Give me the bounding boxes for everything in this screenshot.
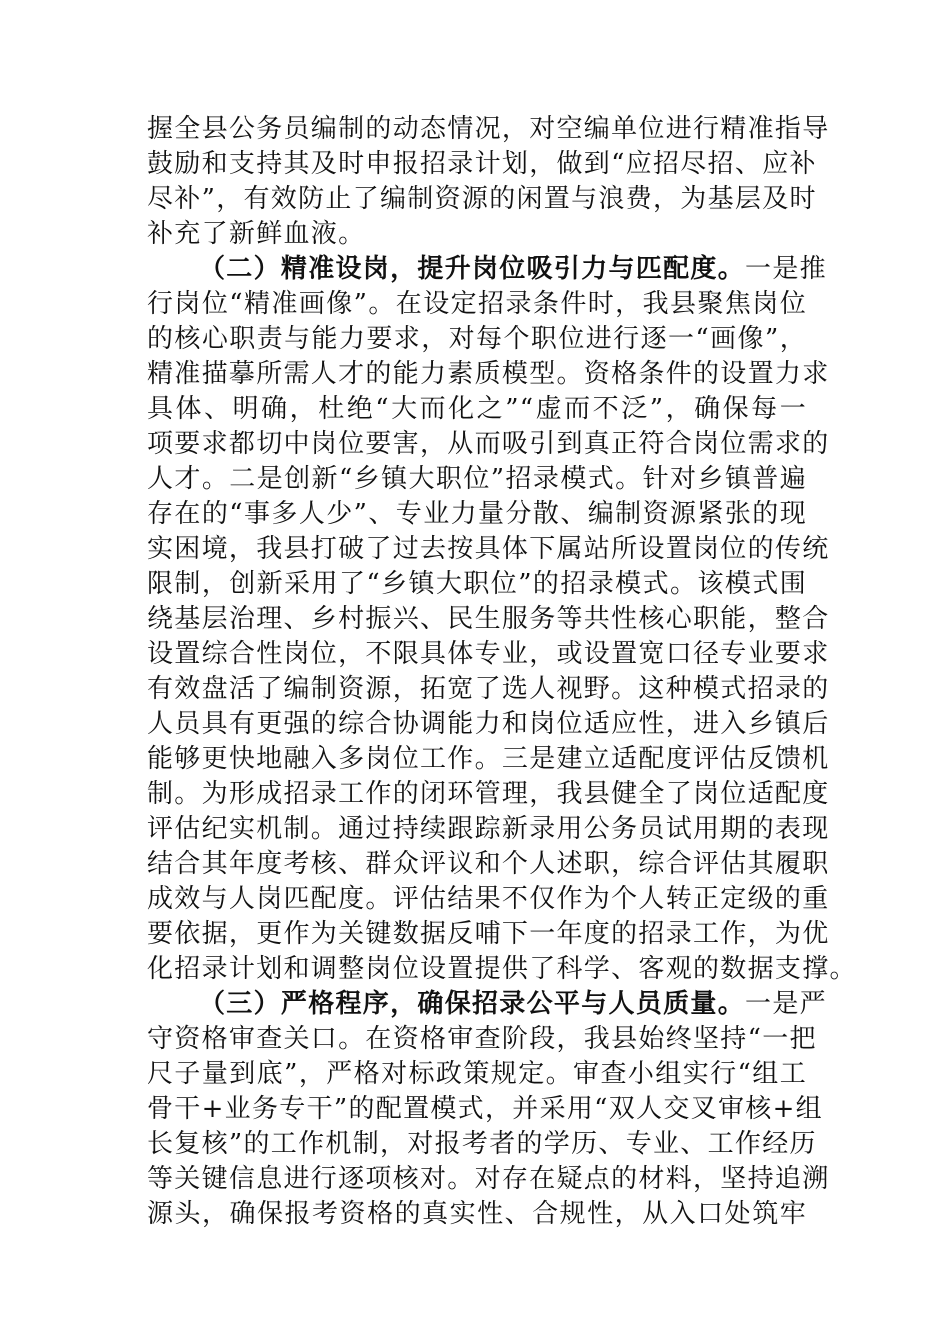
text-line: 握全县公务员编制的动态情况，对空编单位进行精准指导 [147, 114, 830, 144]
text-line: 评估纪实机制。通过持续跟踪新录用公务员试用期的表现 [147, 814, 830, 844]
text-line: 实困境，我县打破了过去按具体下属站所设置岗位的传统 [147, 534, 830, 564]
document-page [147, 112, 857, 1232]
text-line: 限制，创新采用了“乡镇大职位”的招录模式。该模式围 [147, 569, 807, 599]
text-line: 精准描摹所需人才的能力素质模型。资格条件的设置力求 [147, 359, 830, 389]
text-line: 等关键信息进行逐项核对。对存在疑点的材料，坚持追溯 [147, 1164, 830, 1194]
section-3-lead-line [147, 987, 827, 1022]
text-line: 要依据，更作为关键数据反哺下一年度的招录工作，为优 [147, 919, 830, 949]
text-line: 尽补”，有效防止了编制资源的闲置与浪费，为基层及时 [147, 184, 817, 214]
section-2-lead-text: 一是推 [745, 254, 827, 284]
section-3-lead-text: 一是严 [745, 989, 827, 1019]
text-line: 的核心职责与能力要求，对每个职位进行逐一“画像”， [147, 324, 807, 354]
text-line: 具体、明确，杜绝“大而化之”“虚而不泛”，确保每一 [147, 394, 807, 424]
text-line: 有效盘活了编制资源，拓宽了选人视野。这种模式招录的 [147, 674, 830, 704]
text-line: 源头，确保报考资格的真实性、合规性，从入口处筑牢 [147, 1199, 807, 1229]
section-2-lead-line [147, 252, 827, 287]
text-line: 人员具有更强的综合协调能力和岗位适应性，进入乡镇后 [147, 709, 830, 739]
section-2-heading: （二）精准设岗，提升岗位吸引力与匹配度。 [199, 254, 746, 284]
text-line: 制。为形成招录工作的闭环管理，我县健全了岗位适配度 [147, 779, 830, 809]
text-line: 尺子量到底”，严格对标政策规定。审查小组实行“组工 [147, 1059, 807, 1089]
text-line: 人才。二是创新“乡镇大职位”招录模式。针对乡镇普遍 [147, 464, 807, 494]
text-line: 骨干+业务专干”的配置模式，并采用“双人交叉审核+组 [147, 1094, 823, 1124]
text-line: 补充了新鲜血液。 [147, 219, 366, 249]
text-line: 鼓励和支持其及时申报招录计划，做到“应招尽招、应补 [147, 149, 817, 179]
text-line: 守资格审查关口。在资格审查阶段，我县始终坚持“一把 [147, 1024, 817, 1054]
text-line: 行岗位“精准画像”。在设定招录条件时，我县聚焦岗位 [147, 289, 807, 319]
text-line: 成效与人岗匹配度。评估结果不仅作为个人转正定级的重 [147, 884, 830, 914]
text-line: 长复核”的工作机制，对报考者的学历、专业、工作经历 [147, 1129, 817, 1159]
text-line: 设置综合性岗位，不限具体专业，或设置宽口径专业要求 [147, 639, 830, 669]
section-3-heading: （三）严格程序，确保招录公平与人员质量。 [199, 989, 746, 1019]
text-line: 项要求都切中岗位要害，从而吸引到真正符合岗位需求的 [147, 429, 830, 459]
text-line: 绕基层治理、乡村振兴、民生服务等共性核心职能，整合 [147, 604, 830, 634]
text-line: 结合其年度考核、群众评议和个人述职，综合评估其履职 [147, 849, 830, 879]
text-line: 存在的“事多人少”、专业力量分散、编制资源紧张的现 [147, 499, 807, 529]
text-line: 能够更快地融入多岗位工作。三是建立适配度评估反馈机 [147, 744, 830, 774]
text-line: 化招录计划和调整岗位设置提供了科学、客观的数据支撑。 [147, 954, 857, 984]
